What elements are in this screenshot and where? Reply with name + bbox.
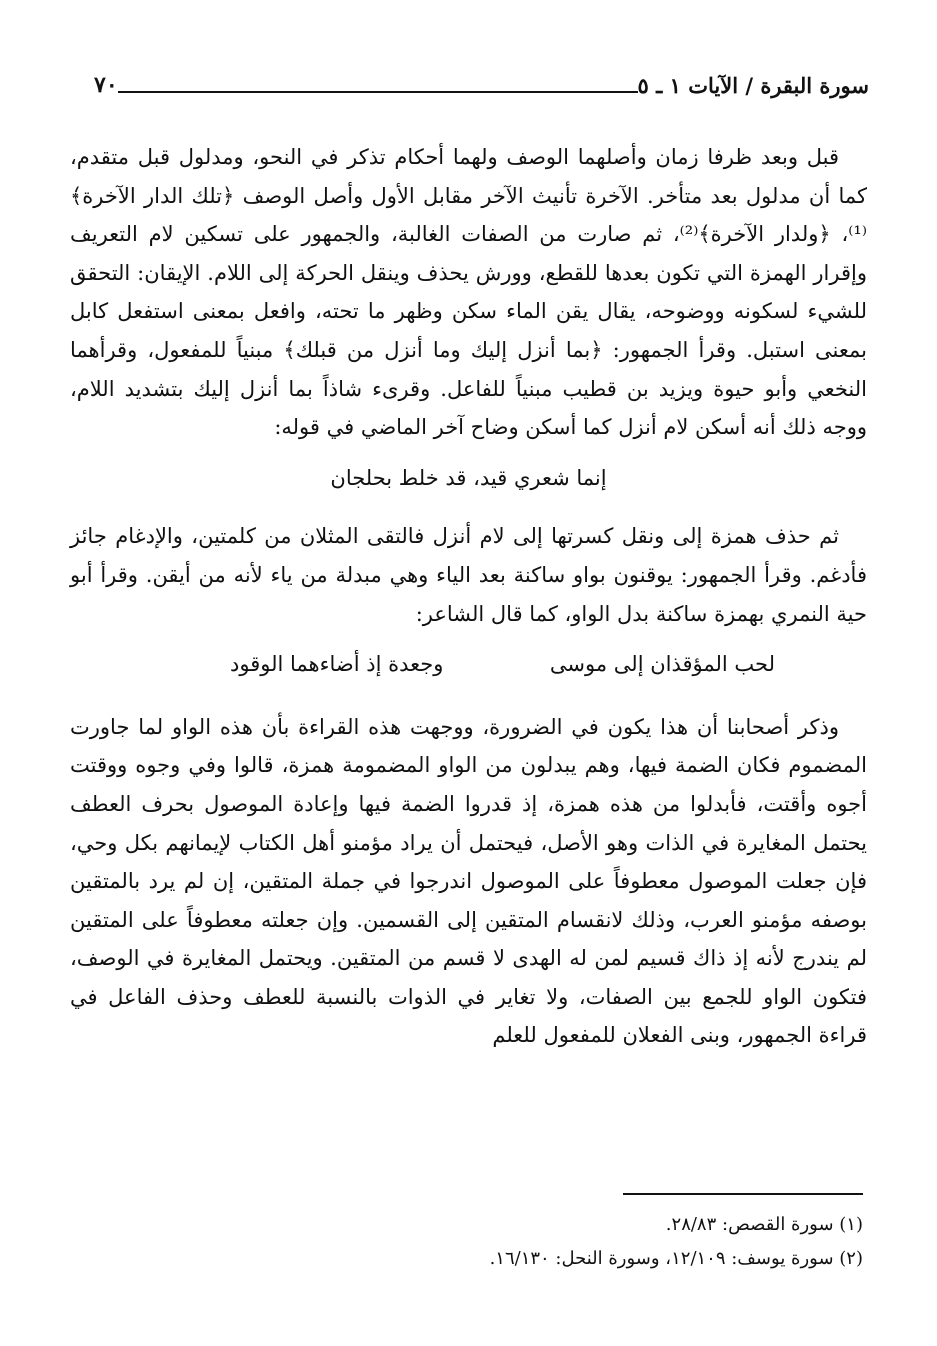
- verse-hemistich-first: لحب المؤقذان إلى موسى: [549, 652, 775, 677]
- verse-line-1: إنما شعري قيد، قد خلط بحلجان: [330, 465, 607, 490]
- paragraph-2: ثم حذف همزة إلى ونقل كسرتها إلى لام أنزل فالتقى المثلان من كلمتين، والإدغام جائز فأدغم. وقرأ الجمهور: يوقنون بواو ساكنة بعد الياء وهي مبدلة من ياء لأنه من أيقن. وقرأ أبو حية النمري بهمزة ساكنة بدل الواو، كما قال الشاعر:: [70, 524, 867, 626]
- verse-couplet: [230, 645, 775, 684]
- running-header: [88, 62, 875, 96]
- footnote-2: (٢) سورة يوسف: ١٢/١٠٩، وسورة النحل: ١٦/١٣٠.: [489, 1248, 863, 1269]
- paragraph-1: قبل وبعد ظرفا زمان وأصلهما الوصف ولهما أحكام تذكر في النحو، ومدلول قبل متقدم، كما أن مدلول بعد متأخر. الآخرة تأنيث الآخر مقابل الأول وأصل الوصف ﴿تلك الدار الآخرة﴾⁽¹⁾، ﴿ولدار الآخرة﴾⁽²⁾، ثم صارت من الصفات الغالبة، والجمهور على تسكين لام التعريف وإقرار الهمزة التي تكون بعدها للقطع، وورش يحذف وينقل الحركة إلى اللام. الإيقان: التحقق للشيء لسكونه ووضوحه، يقال يقن الماء سكن وظهر ما تحته، وافعل بمعنى استفعل كابل بمعنى استبل. وقرأ الجمهور: ﴿بما أنزل إليك وما أنزل من قبلك﴾ مبنياً للمفعول، وقرأهما النخعي وأبو حيوة ويزيد بن قطيب مبنياً للفاعل. وقرىء شاذاً بما أنزل إليك بتشديد اللام، ووجه ذلك أنه أسكن لام أنزل كما أسكن وضاح آخر الماضي في قوله:: [70, 145, 867, 440]
- main-text: [70, 138, 867, 1055]
- header-title: سورة البقرة / الآيات ١ ـ ٥: [637, 73, 869, 98]
- header-rule: [118, 91, 638, 93]
- footnote-rule: [623, 1193, 863, 1195]
- paragraph-3: وذكر أصحابنا أن هذا يكون في الضرورة، ووجهت هذه القراءة بأن هذه الواو لما جاورت المضموم فكان الضمة فيها، وهم يبدلون من الواو المضمومة همزة، قالوا وفي وجوه ووقتت أجوه وأقتت، فأبدلوا من هذه همزة، إذ قدروا الضمة فيها وإعادة الموصول بحرف العطف يحتمل المغايرة في الذات وهو الأصل، فيحتمل أن يراد مؤمنو أهل الكتاب لإيمانهم بكل وحي، فإن جعلت الموصول معطوفاً على الموصول اندرجوا في جملة المتقين، إن لم يرد بالمتقين بوصفه مؤمنو العرب، وذلك لانقسام المتقين إلى القسمين. وإن جعلته معطوفاً على المتقين لم يندرج لأنه إذ ذاك قسيم لمن له الهدى لا قسم من المتقين. ويحتمل المغايرة في الوصف، فتكون الواو للجمع بين الصفات، ولا تغاير في الذوات بالنسبة للعطف وحذف الفاعل في قراءة الجمهور، وبنى الفعلان للمفعول للعلم: [70, 714, 867, 1048]
- footnote-1: (١) سورة القصص: ٢٨/٨٣.: [665, 1214, 863, 1235]
- page-number: ٧٠: [94, 72, 118, 98]
- verse-hemistich-second: وجعدة إذ أضاءهما الوقود: [230, 652, 444, 677]
- footnotes: [70, 1208, 863, 1276]
